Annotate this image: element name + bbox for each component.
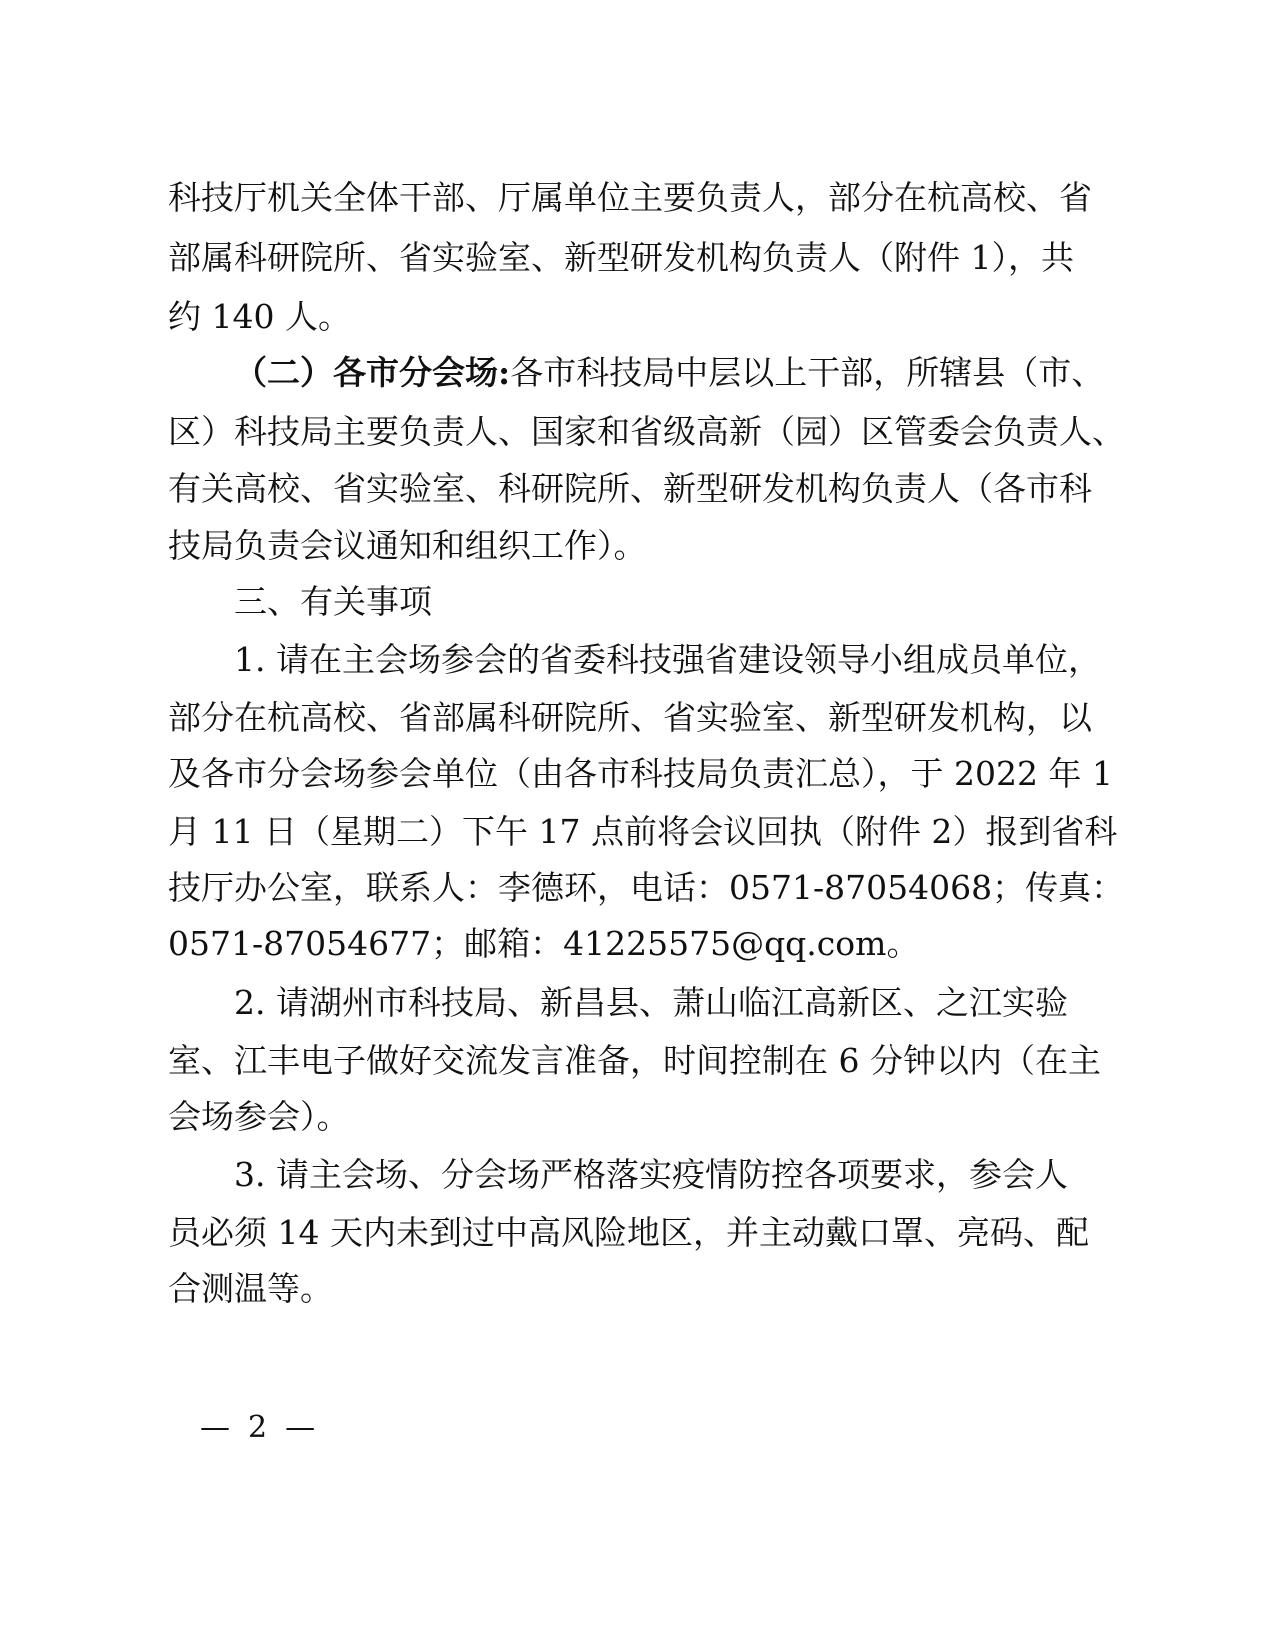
paragraph-line: 区）科技局主要负责人、国家和省级高新（园）区管委会负责人、 [168,412,1125,451]
section-2-first-line [234,351,1105,395]
item-2-first-line: 2. 请湖州市科技局、新昌县、萧山临江高新区、之江实验 [234,983,1068,1022]
paragraph-line: 0571-87054677；邮箱：41225575@qq.com。 [168,924,920,963]
paragraph-line: 约 140 人。 [168,297,351,336]
paragraph-line: 有关高校、省实验室、科研院所、新型研发机构负责人（各市科 [168,469,1092,508]
page-number: 2 [248,1410,268,1445]
paragraph-line: 及各市分会场参会单位（由各市科技局负责汇总），于 2022 年 1 [168,754,1113,793]
paragraph-line: 会场参会）。 [168,1097,350,1136]
paragraph-line: 部属科研院所、省实验室、新型研发机构负责人（附件 1），共 [168,238,1074,277]
paragraph-line: 技局负责会议通知和组织工作）。 [168,526,647,565]
footer-dash-left: — [200,1410,230,1445]
page-footer [200,1408,315,1448]
paragraph-line: 部分在杭高校、省部属科研院所、省实验室、新型研发机构，以 [168,698,1092,737]
paragraph-line: 技厅办公室，联系人：李德环，电话：0571-87054068；传真： [168,868,1125,907]
item-3-first-line: 3. 请主会场、分会场严格落实疫情防控各项要求，参会人 [234,1155,1068,1194]
paragraph-line: 员必须 14 天内未到过中高风险地区，并主动戴口罩、亮码、配 [168,1213,1089,1252]
paragraph-line: 科技厅机关全体干部、厅属单位主要负责人，部分在杭高校、省 [168,178,1092,217]
paragraph-line: 月 11 日（星期二）下午 17 点前将会议回执（附件 2）报到省科 [168,812,1118,851]
section-2-text: 各市科技局中层以上干部，所辖县（市、 [510,353,1105,392]
paragraph-line: 室、江丰电子做好交流发言准备，时间控制在 6 分钟以内（在主 [168,1041,1101,1080]
section-3-heading: 三、有关事项 [234,582,432,621]
footer-dash-right: — [285,1410,316,1445]
section-2-label: （二）各市分会场: [234,353,511,392]
item-1-first-line: 1. 请在主会场参会的省委科技强省建设领导小组成员单位， [234,640,1101,679]
paragraph-line: 合测温等。 [168,1269,333,1308]
